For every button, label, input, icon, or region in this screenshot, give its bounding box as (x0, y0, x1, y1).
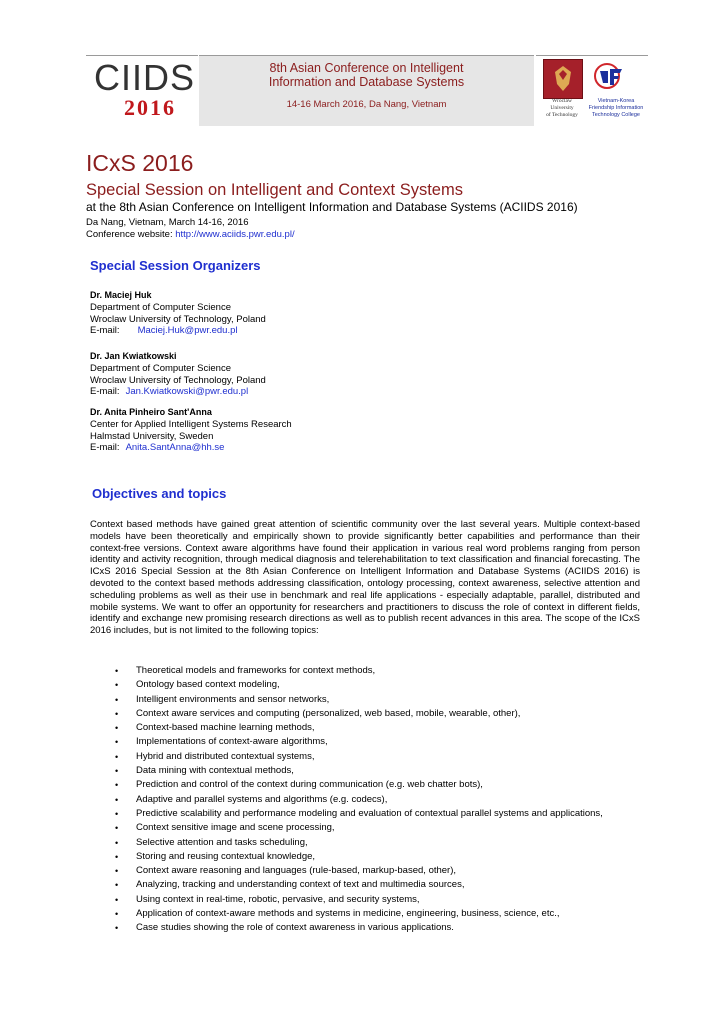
vkfit-text: Vietnam-Korea Friendship Information Technology College (588, 98, 644, 118)
organizer-name: Dr. Anita Pinheiro Sant'Anna (90, 407, 212, 417)
conference-banner (199, 55, 534, 126)
organizer-inst: Wroclaw University of Technology, Poland (90, 374, 266, 386)
organizer-dept: Center for Applied Intelligent Systems Research (90, 418, 292, 430)
organizer-name: Dr. Jan Kwiatkowski (90, 351, 177, 361)
wroclaw-crest-icon (543, 59, 583, 99)
website-label: Conference website: (86, 229, 176, 240)
intro-website (86, 229, 295, 240)
organizer-1 (90, 290, 266, 337)
list-item: • Adaptive and parallel systems and algorithms (e.g. codecs), (90, 793, 650, 807)
organizer-email-link[interactable]: Maciej.Huk@pwr.edu.pl (137, 325, 238, 337)
bullet-icon: • (115, 808, 119, 819)
organizer-email-link[interactable]: Anita.SantAnna@hh.se (125, 442, 225, 454)
list-item: • Data mining with contextual methods, (90, 764, 650, 778)
logo-year: 2016 (124, 95, 176, 120)
list-item: • Theoretical models and frameworks for context methods, (90, 664, 650, 678)
list-item: • Context-based machine learning methods, (90, 721, 650, 735)
organizer-dept: Department of Computer Science (90, 301, 231, 313)
bullet-icon: • (115, 880, 119, 891)
wroclaw-text: Wroclaw University of Technology (546, 98, 578, 118)
email-label: E-mail: (90, 386, 120, 398)
ciids-logo (86, 55, 198, 126)
logo-text: CIIDS (94, 57, 196, 98)
list-item: • Context aware reasoning and languages (rule-based, markup-based, other), (90, 864, 650, 878)
objectives-paragraph: Context based methods have gained great attention of scientific community over the last several years. Multiple context-based models have been theoretically and empirically shown to provide significantly better capabilities and performance than their context-free versions. Context aware algorithms have found their application in various real word problems ranging from person identity and activity recognition, through medical diagnosis and telerehabilitation to text classification and financial forecasting. The ICxS 2016 Special Session at the 8th Asian Conference on Intelligent Information and Database Systems (ACIIDS 2016) is devoted to the context based methods addressing classification, ontology processing, context awareness, selective attention and scheduling problems as well as their use in benchmark and real life applications - especially adaptable, parallel, distributed and mobile systems. We want to offer an opportunity for researchers and practitioners to discuss the role of context in different fields, identify and exchange new promising research directions as well as to publish recent advances in this area. The scope of the ICxS 2016 includes, but is not limited to the following topics: (90, 519, 640, 637)
list-item: • Context sensitive image and scene processing, (90, 821, 650, 835)
list-item: • Context aware services and computing (personalized, web based, mobile, wearable, other), (90, 707, 650, 721)
list-item: • Ontology based context modeling, (90, 678, 650, 692)
list-item: • Analyzing, tracking and understanding context of text and multimedia sources, (90, 878, 650, 892)
bullet-icon: • (115, 794, 119, 805)
bullet-icon: • (115, 780, 119, 791)
conference-title-line2: Information and Database Systems (268, 75, 465, 89)
bullet-icon: • (115, 894, 119, 905)
list-item: • Storing and reusing contextual knowledge, (90, 850, 650, 864)
page-subtitle: Special Session on Intelligent and Context Systems (86, 181, 463, 199)
organizer-name: Dr. Maciej Huk (90, 290, 152, 300)
objectives-heading: Objectives and topics (92, 486, 227, 501)
list-item: • Predictive scalability and performance modeling and evaluation of contextual parallel systems and applications, (90, 807, 650, 821)
email-label: E-mail: (90, 442, 120, 454)
organizer-3 (90, 407, 292, 454)
list-item: • Case studies showing the role of context awareness in various applications. (90, 921, 650, 935)
list-item: • Application of context-aware methods and systems in medicine, engineering, business, science, etc., (90, 907, 650, 921)
organizer-2 (90, 351, 266, 398)
bullet-icon: • (115, 923, 119, 934)
bullet-icon: • (115, 766, 119, 777)
bullet-icon: • (115, 723, 119, 734)
organizer-inst: Halmstad University, Sweden (90, 430, 214, 442)
bullet-icon: • (115, 823, 119, 834)
conference-title-line1: 8th Asian Conference on Intelligent (269, 61, 464, 75)
list-item: • Selective attention and tasks scheduling, (90, 836, 650, 850)
organizer-dept: Department of Computer Science (90, 362, 231, 374)
bullet-icon: • (115, 866, 119, 877)
organizer-email-link[interactable]: Jan.Kwiatkowski@pwr.edu.pl (125, 386, 249, 398)
intro-line1: at the 8th Asian Conference on Intelligent Information and Database Systems (ACIIDS 2016) (86, 200, 578, 214)
bullet-icon: • (115, 694, 119, 705)
list-item: • Hybrid and distributed contextual systems, (90, 750, 650, 764)
bullet-icon: • (115, 837, 119, 848)
conference-dates: 14-16 March 2016, Da Nang, Vietnam (286, 99, 447, 110)
bullet-icon: • (115, 909, 119, 920)
bullet-icon: • (115, 680, 119, 691)
list-item: • Prediction and control of the context during communication (e.g. web chatter bots), (90, 778, 650, 792)
bullet-icon: • (115, 666, 119, 676)
list-item: • Intelligent environments and sensor networks, (90, 693, 650, 707)
partner-logos (536, 55, 648, 126)
list-item: • Using context in real-time, robotic, pervasive, and security systems, (90, 893, 650, 907)
organizers-heading: Special Session Organizers (90, 258, 261, 273)
vkfit-logo-icon (594, 61, 624, 91)
bullet-icon: • (115, 851, 119, 862)
bullet-icon: • (115, 737, 119, 748)
email-label: E-mail: (90, 325, 120, 337)
list-item: • Implementations of context-aware algorithms, (90, 735, 650, 749)
topics-list (90, 664, 650, 936)
page-title: ICxS 2016 (86, 150, 194, 176)
bullet-icon: • (115, 751, 119, 762)
organizer-inst: Wroclaw University of Technology, Poland (90, 313, 266, 325)
website-link[interactable]: http://www.aciids.pwr.edu.pl/ (175, 229, 295, 240)
bullet-icon: • (115, 708, 119, 719)
intro-line2: Da Nang, Vietnam, March 14-16, 2016 (86, 217, 249, 228)
